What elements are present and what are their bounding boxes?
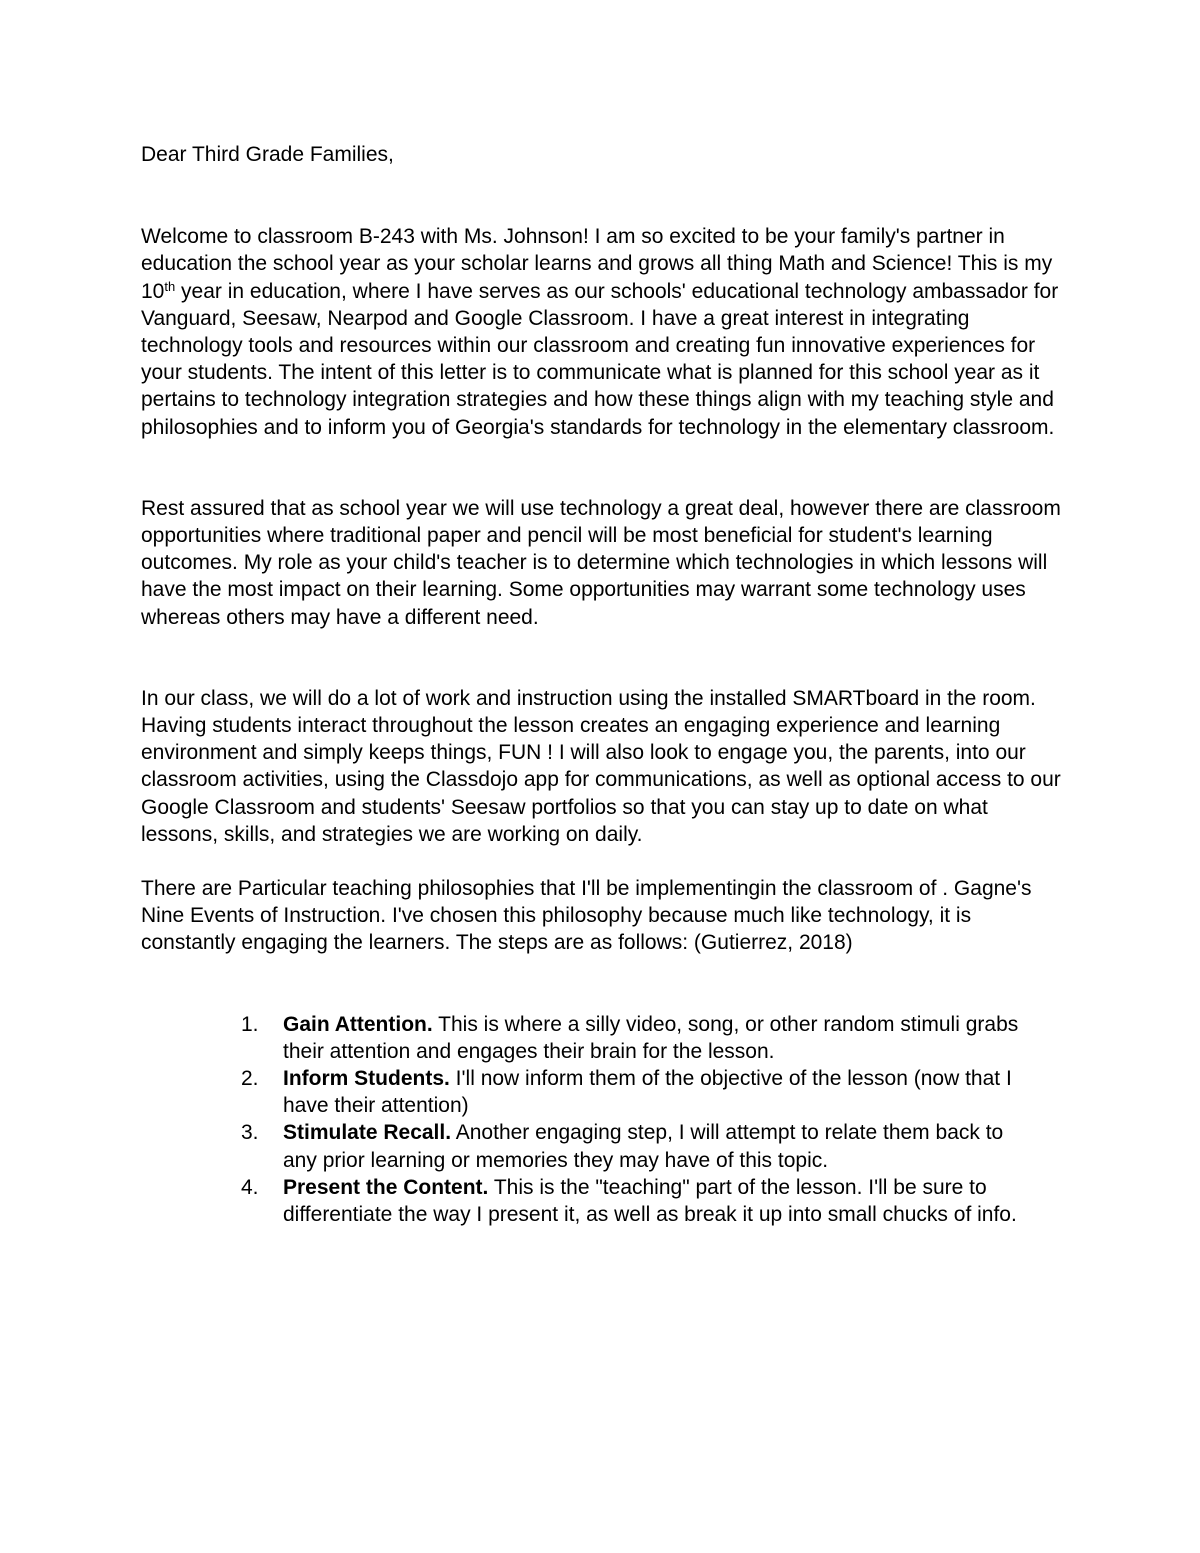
step-title: Inform Students. xyxy=(283,1067,450,1091)
welcome-text-end: year in education, where I have serves as our schools' educational technology ambassador for Vanguard, Seesaw, Nearpod and Google Classroom. I have a great interest in integrating technology tools and resources within our classroom and creating fun innovative experiences for your students. The intent of this letter is to communicate what is planned for this school year as it pertains to technology integration strategies and how these things align with my teaching style and philosophies and to inform you of Georgia's standards for technology in the elementary classroom. xyxy=(141,279,1059,439)
step-title: Present the Content. xyxy=(283,1175,489,1199)
paragraph-smartboard: In our class, we will do a lot of work and instruction using the installed SMARTboard in the room. Having students interact throughout the lesson creates an engaging experience and learning environment and simply keeps things, FUN ! I will also look to engage you, the parents, into our classroom activities, using the Classdojo app for communications, as well as optional access to our Google Classroom and students' Seesaw portfolios so that you can stay up to date on what lessons, skills, and strategies we are working on daily. xyxy=(141,686,1061,846)
salutation: Dear Third Grade Families, xyxy=(141,143,394,166)
paragraph-welcome xyxy=(141,223,1066,441)
step-number: 1. xyxy=(241,1012,259,1036)
list-item xyxy=(241,1174,1028,1228)
list-item xyxy=(241,1011,1028,1065)
step-number: 4. xyxy=(241,1175,259,1199)
list-item xyxy=(241,1119,1028,1173)
welcome-text-start: Welcome to classroom B-243 with Ms. Johnson! I am so excited to be your family's partner in education the school year as your scholar learns and grows all thing Math and Science! This is my 10 xyxy=(141,225,1053,303)
step-title: Stimulate Recall. xyxy=(283,1121,452,1145)
step-title: Gain Attention. xyxy=(283,1012,433,1036)
instruction-steps-list xyxy=(241,1011,1028,1229)
step-text: This is where a silly video, song, or other random stimuli grabs their attention and engages their brain for the lesson. xyxy=(283,1012,1019,1063)
step-number: 3. xyxy=(241,1121,259,1145)
step-number: 2. xyxy=(241,1067,259,1091)
step-text: I'll now inform them of the objective of the lesson (now that I have their attention) xyxy=(283,1067,1012,1118)
ordinal-superscript: th xyxy=(164,278,176,294)
list-item xyxy=(241,1065,1028,1119)
paragraph-technology-use: Rest assured that as school year we will use technology a great deal, however there are classroom opportunities where traditional paper and pencil will be most beneficial for student's learning outcomes. My role as your child's teacher is to determine which technologies in which lessons will have the most impact on their learning. Some opportunities may warrant some technology uses whereas others may have a different need. xyxy=(141,496,1061,629)
step-text: Another engaging step, I will attempt to relate them back to any prior learning or memories they may have of this topic. xyxy=(283,1121,1004,1172)
paragraph-philosophy: There are Particular teaching philosophies that I'll be implementingin the classroom of . Gagne's Nine Events of Instruction. I've chosen this philosophy because much like technology, it is constantly engaging the learners. The steps are as follows: (Gutierrez, 2018) xyxy=(141,877,1032,955)
step-text: This is the "teaching" part of the lesson. I'll be sure to differentiate the way I present it, as well as break it up into small chucks of info. xyxy=(283,1175,1017,1227)
